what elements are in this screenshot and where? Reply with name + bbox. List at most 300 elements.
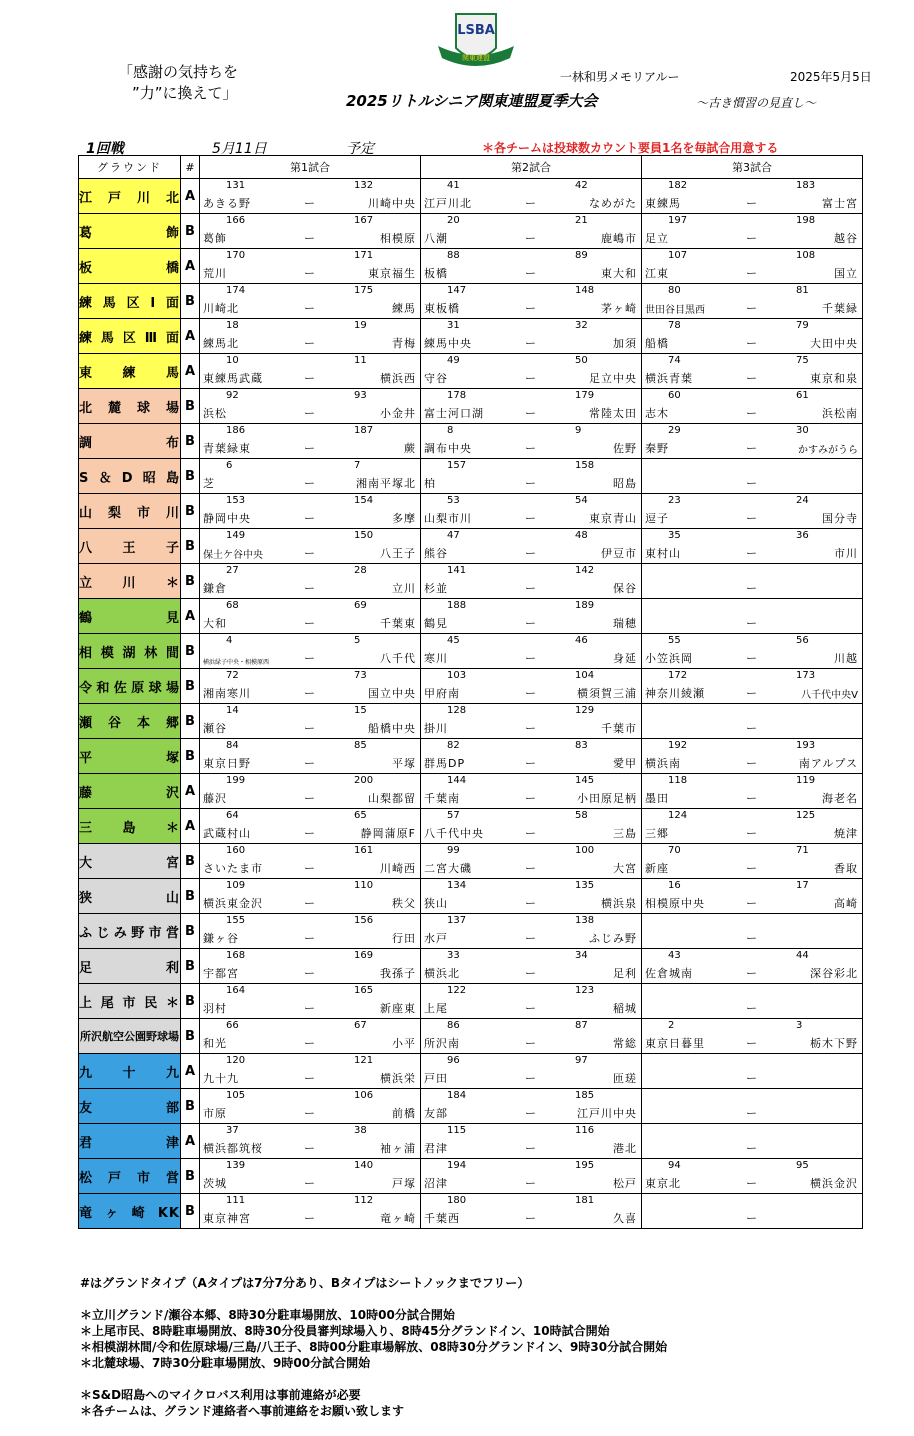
table-row [79, 914, 863, 949]
ground-type: B [181, 914, 200, 949]
table-row [79, 774, 863, 809]
team1-number: 120 [226, 1055, 246, 1066]
team1-name: 寒川 [424, 652, 448, 665]
team2-number: 21 [575, 215, 588, 226]
team2-number: 154 [354, 495, 374, 506]
versus-dash: ー [525, 827, 536, 840]
game-cell [421, 599, 642, 634]
game-cell [642, 949, 863, 984]
team1-name: 相模原中央 [645, 897, 705, 910]
game-cell [421, 914, 642, 949]
game-cell [200, 1124, 421, 1159]
team1-number: 111 [226, 1195, 246, 1206]
game-cell [200, 1054, 421, 1089]
team2-name: 横浜西 [380, 372, 416, 385]
team1-number: 31 [447, 320, 460, 331]
team1-name: 荒川 [203, 267, 227, 280]
team2-number: 198 [796, 215, 816, 226]
table-row [79, 529, 863, 564]
game-cell [200, 914, 421, 949]
team1-number: 16 [668, 880, 681, 891]
team2-number: 121 [354, 1055, 374, 1066]
versus-dash: ー [304, 1002, 315, 1015]
team1-name: 湘南寒川 [203, 687, 251, 700]
team1-name: 鶴見 [424, 617, 448, 630]
team1-name: 山梨市川 [424, 512, 472, 525]
versus-dash: ー [304, 792, 315, 805]
team1-number: 37 [226, 1125, 239, 1136]
versus-dash: ー [746, 547, 757, 560]
game-cell [200, 1159, 421, 1194]
ground-cell [79, 179, 181, 214]
team2-name: 横浜栄 [380, 1072, 416, 1085]
versus-dash: ー [525, 1037, 536, 1050]
team1-number: 82 [447, 740, 460, 751]
team2-name: 小平 [392, 1037, 416, 1050]
team2-name: 東京和泉 [810, 372, 858, 385]
ground-cell [79, 774, 181, 809]
ground-cell [79, 564, 181, 599]
ground-cell [79, 634, 181, 669]
table-row [79, 1159, 863, 1194]
game-cell [642, 249, 863, 284]
team2-number: 185 [575, 1090, 595, 1101]
versus-dash: ー [304, 1212, 315, 1225]
versus-dash: ー [746, 757, 757, 770]
team1-number: 141 [447, 565, 467, 576]
team2-name: 横浜金沢 [810, 1177, 858, 1190]
game-cell [642, 1124, 863, 1159]
team1-number: 72 [226, 670, 239, 681]
team1-number: 74 [668, 355, 681, 366]
team2-name: 国立 [834, 267, 858, 280]
team2-name: 身延 [613, 652, 637, 665]
team1-name: 志木 [645, 407, 669, 420]
team1-number: 33 [447, 950, 460, 961]
table-row [79, 1019, 863, 1054]
versus-dash: ー [304, 827, 315, 840]
team2-name: 佐野 [613, 442, 637, 455]
team2-number: 181 [575, 1195, 595, 1206]
motto-line-1: 「感謝の気持ちを [118, 63, 239, 81]
team2-number: 135 [575, 880, 595, 891]
versus-dash: ー [525, 652, 536, 665]
versus-dash: ー [525, 197, 536, 210]
team1-number: 109 [226, 880, 246, 891]
team1-name: 上尾 [424, 1002, 448, 1015]
team1-number: 14 [226, 705, 239, 716]
team1-name: 静岡中央 [203, 512, 251, 525]
table-row [79, 704, 863, 739]
table-row [79, 1194, 863, 1229]
game-cell [642, 634, 863, 669]
team2-name: 川越 [834, 652, 858, 665]
team1-number: 47 [447, 530, 460, 541]
ground-name: 鶴見 [79, 610, 180, 626]
col-type: # [181, 156, 200, 179]
team2-name: 袖ヶ浦 [380, 1142, 416, 1155]
game-cell [200, 249, 421, 284]
versus-dash: ー [525, 337, 536, 350]
versus-dash: ー [304, 1142, 315, 1155]
team2-number: 106 [354, 1090, 374, 1101]
logo-subtext: 関東連盟 [462, 54, 490, 62]
team1-name: 練馬北 [203, 337, 239, 350]
team2-number: 65 [354, 810, 367, 821]
motto-line-2: ”力”に換えて」 [132, 84, 238, 102]
table-row [79, 389, 863, 424]
team2-number: 132 [354, 180, 374, 191]
team1-name: 東京北 [645, 1177, 681, 1190]
team1-number: 94 [668, 1160, 681, 1171]
team2-number: 24 [796, 495, 809, 506]
game-cell [421, 284, 642, 319]
footnote-type: #はグランドタイプ（Aタイプは7分7分あり、Bタイプはシートノックまでフリー） [80, 1276, 530, 1290]
team2-name: 市川 [834, 547, 858, 560]
versus-dash: ー [746, 687, 757, 700]
ground-type: B [181, 949, 200, 984]
versus-dash: ー [304, 967, 315, 980]
game-cell [421, 704, 642, 739]
ground-cell [79, 1089, 181, 1124]
ground-cell [79, 599, 181, 634]
ground-type: B [181, 564, 200, 599]
team2-name: ふじみ野 [589, 932, 637, 945]
ground-type: A [181, 1054, 200, 1089]
versus-dash: ー [304, 547, 315, 560]
team1-number: 103 [447, 670, 467, 681]
team2-number: 119 [796, 775, 816, 786]
ground-name: 三島＊ [79, 820, 180, 836]
game-cell [421, 494, 642, 529]
team2-name: 足利 [613, 967, 637, 980]
team2-number: 9 [575, 425, 582, 436]
team1-number: 105 [226, 1090, 246, 1101]
team1-name: 和光 [203, 1037, 227, 1050]
team1-name: 千葉南 [424, 792, 460, 805]
team1-name: 横浜南 [645, 757, 681, 770]
team2-number: 85 [354, 740, 367, 751]
game-cell [421, 844, 642, 879]
ground-type: B [181, 844, 200, 879]
team1-number: 53 [447, 495, 460, 506]
team1-name: 羽村 [203, 1002, 227, 1015]
versus-dash: ー [304, 442, 315, 455]
team1-number: 122 [447, 985, 467, 996]
memorial-label: 一林和男メモリアルー [560, 70, 680, 84]
game-cell [200, 949, 421, 984]
ground-cell [79, 494, 181, 529]
team1-name: 東練馬 [645, 197, 681, 210]
team1-name: 保土ケ谷中央 [203, 550, 263, 561]
team2-number: 167 [354, 215, 374, 226]
team1-name: あきる野 [203, 197, 251, 210]
team1-name: 横浜都筑桜 [203, 1142, 263, 1155]
versus-dash: ー [746, 477, 757, 490]
team2-name: 深谷彩北 [810, 967, 858, 980]
ground-name: 所沢航空公園野球場 [80, 1029, 179, 1043]
team1-number: 10 [226, 355, 239, 366]
versus-dash: ー [304, 302, 315, 315]
team1-name: 宇都宮 [203, 967, 239, 980]
team2-number: 175 [354, 285, 374, 296]
team2-number: 183 [796, 180, 816, 191]
team1-name: 守谷 [424, 372, 448, 385]
table-row [79, 284, 863, 319]
round-label: 1回戦 [86, 141, 124, 157]
team1-name: 練馬中央 [424, 337, 472, 350]
team2-name: 立川 [392, 582, 416, 595]
team2-number: 30 [796, 425, 809, 436]
game-cell [421, 354, 642, 389]
team1-number: 174 [226, 285, 246, 296]
game-cell [421, 179, 642, 214]
ground-name: 瀬谷本郷 [79, 715, 180, 731]
game-cell [642, 739, 863, 774]
game-cell [200, 354, 421, 389]
ground-type: A [181, 809, 200, 844]
ground-name: 葛飾 [79, 225, 180, 241]
team2-name: 千葉市 [601, 722, 637, 735]
team1-number: 118 [668, 775, 688, 786]
team2-number: 17 [796, 880, 809, 891]
col-game2: 第2試合 [421, 156, 642, 179]
game-cell [421, 669, 642, 704]
team2-name: 蕨 [404, 442, 416, 455]
versus-dash: ー [525, 1072, 536, 1085]
versus-dash: ー [525, 687, 536, 700]
team2-number: 169 [354, 950, 374, 961]
game-cell [642, 1019, 863, 1054]
team1-name: 杉並 [424, 582, 448, 595]
versus-dash: ー [304, 1107, 315, 1120]
team2-name: 三島 [613, 827, 637, 840]
versus-dash: ー [746, 197, 757, 210]
table-row [79, 459, 863, 494]
team2-name: 八千代中央V [801, 690, 858, 701]
team1-name: 秦野 [645, 442, 669, 455]
game-cell [642, 529, 863, 564]
game-cell [421, 529, 642, 564]
team1-number: 99 [447, 845, 460, 856]
ground-name: 藤沢 [79, 785, 180, 801]
team2-name: 南アルプス [798, 757, 858, 770]
team1-name: 群馬DP [424, 757, 466, 770]
game-cell [200, 1019, 421, 1054]
team2-name: 久喜 [613, 1212, 637, 1225]
page-title: 2025リトルシニア関東連盟夏季大会 [346, 92, 598, 110]
versus-dash: ー [525, 512, 536, 525]
team1-name: 墨田 [645, 792, 669, 805]
ground-name: 令和佐原球場 [79, 680, 180, 696]
team1-number: 139 [226, 1160, 246, 1171]
table-row [79, 984, 863, 1019]
versus-dash: ー [525, 582, 536, 595]
team1-name: 江東 [645, 267, 669, 280]
team2-number: 69 [354, 600, 367, 611]
table-row [79, 354, 863, 389]
plan-label: 予定 [346, 141, 374, 157]
team1-number: 78 [668, 320, 681, 331]
game-cell [642, 179, 863, 214]
team2-name: 八千代 [380, 652, 416, 665]
ground-type: B [181, 879, 200, 914]
game-cell [421, 634, 642, 669]
game-cell [421, 1054, 642, 1089]
team2-number: 50 [575, 355, 588, 366]
ground-cell [79, 424, 181, 459]
team2-number: 123 [575, 985, 595, 996]
game-cell [421, 949, 642, 984]
versus-dash: ー [746, 267, 757, 280]
team1-number: 49 [447, 355, 460, 366]
team1-name: 川崎北 [203, 302, 239, 315]
team2-name: 相模原 [380, 232, 416, 245]
footnotes [80, 1275, 667, 1419]
team1-number: 166 [226, 215, 246, 226]
table-row [79, 249, 863, 284]
team2-name: 常総 [613, 1037, 637, 1050]
game-cell [421, 774, 642, 809]
footnote-contact: ＊各チームは、グランド連絡者へ事前連絡をお願い致します [80, 1404, 405, 1418]
game-cell [642, 284, 863, 319]
versus-dash: ー [304, 722, 315, 735]
team1-number: 107 [668, 250, 688, 261]
page-subtitle: ～古き慣習の見直し～ [696, 96, 817, 110]
versus-dash: ー [746, 722, 757, 735]
ground-name: 江戸川北 [79, 190, 180, 206]
ground-name: 九十九 [79, 1065, 180, 1081]
table-row [79, 494, 863, 529]
ground-type: B [181, 739, 200, 774]
game-cell [642, 214, 863, 249]
versus-dash: ー [746, 862, 757, 875]
team2-name: 行田 [392, 932, 416, 945]
team1-name: 板橋 [424, 267, 448, 280]
team2-number: 179 [575, 390, 595, 401]
game-cell [642, 1194, 863, 1229]
schedule-table [78, 155, 863, 1229]
team1-number: 43 [668, 950, 681, 961]
ground-type: B [181, 214, 200, 249]
team2-name: 足立中央 [589, 372, 637, 385]
team1-number: 20 [447, 215, 460, 226]
team1-number: 84 [226, 740, 239, 751]
game-cell [421, 459, 642, 494]
team1-number: 197 [668, 215, 688, 226]
team2-number: 112 [354, 1195, 374, 1206]
ground-name: 東練馬 [79, 365, 180, 381]
team2-number: 108 [796, 250, 816, 261]
ground-type: B [181, 704, 200, 739]
team2-name: 茅ヶ崎 [601, 302, 637, 315]
team1-name: 芝 [203, 477, 215, 490]
team2-name: 新座東 [380, 1002, 416, 1015]
game-cell [642, 844, 863, 879]
team2-number: 165 [354, 985, 374, 996]
team2-name: 焼津 [834, 827, 858, 840]
ground-type: B [181, 389, 200, 424]
versus-dash: ー [304, 197, 315, 210]
team2-number: 138 [575, 915, 595, 926]
team1-name: 千葉西 [424, 1212, 460, 1225]
team2-name: 湘南平塚北 [356, 477, 416, 490]
game-cell [200, 424, 421, 459]
team2-number: 104 [575, 670, 595, 681]
team1-number: 168 [226, 950, 246, 961]
versus-dash: ー [746, 932, 757, 945]
team1-name: 新座 [645, 862, 669, 875]
team2-number: 161 [354, 845, 374, 856]
game-cell [421, 424, 642, 459]
team2-name: 東大和 [601, 267, 637, 280]
versus-dash: ー [746, 1037, 757, 1050]
team1-name: 掛川 [424, 722, 448, 735]
game-cell [200, 319, 421, 354]
versus-dash: ー [746, 967, 757, 980]
team2-name: 浜松南 [822, 407, 858, 420]
versus-dash: ー [304, 1177, 315, 1190]
versus-dash: ー [746, 1142, 757, 1155]
ground-type: A [181, 354, 200, 389]
ground-type: B [181, 424, 200, 459]
team2-number: 129 [575, 705, 595, 716]
team1-number: 147 [447, 285, 467, 296]
game-cell [200, 494, 421, 529]
team2-number: 148 [575, 285, 595, 296]
game-cell [421, 879, 642, 914]
team1-number: 29 [668, 425, 681, 436]
team2-name: 常陸太田 [589, 407, 637, 420]
team1-number: 160 [226, 845, 246, 856]
ground-name: 練馬区Ⅲ面 [79, 330, 180, 346]
versus-dash: ー [746, 897, 757, 910]
game-cell [200, 984, 421, 1019]
team2-number: 54 [575, 495, 588, 506]
versus-dash: ー [746, 1002, 757, 1015]
team2-name: 東京青山 [589, 512, 637, 525]
game-cell [421, 214, 642, 249]
team2-number: 32 [575, 320, 588, 331]
team2-name: 鹿嶋市 [601, 232, 637, 245]
versus-dash: ー [304, 932, 315, 945]
team2-number: 125 [796, 810, 816, 821]
versus-dash: ー [304, 757, 315, 770]
ground-type: A [181, 599, 200, 634]
team2-number: 15 [354, 705, 367, 716]
footnote-tachikawa: ＊立川グランド/瀬谷本郷、8時30分駐車場開放、10時00分試合開始 [80, 1308, 455, 1322]
game-cell [642, 704, 863, 739]
game-cell [421, 249, 642, 284]
game-cell [200, 599, 421, 634]
versus-dash: ー [746, 1177, 757, 1190]
team1-name: 神奈川綾瀬 [645, 687, 705, 700]
versus-dash: ー [304, 652, 315, 665]
ground-name: 立川＊ [79, 575, 180, 591]
versus-dash: ー [525, 232, 536, 245]
team1-number: 92 [226, 390, 239, 401]
team1-name: 横浜緑子中央・相模原西 [203, 659, 270, 666]
game-cell [642, 1089, 863, 1124]
ground-name: 足利 [79, 960, 180, 976]
ground-cell [79, 284, 181, 319]
game-cell [421, 1124, 642, 1159]
team1-name: さいたま市 [203, 862, 263, 875]
game-cell [200, 809, 421, 844]
team1-number: 128 [447, 705, 467, 716]
team2-number: 116 [575, 1125, 595, 1136]
game-cell [421, 809, 642, 844]
